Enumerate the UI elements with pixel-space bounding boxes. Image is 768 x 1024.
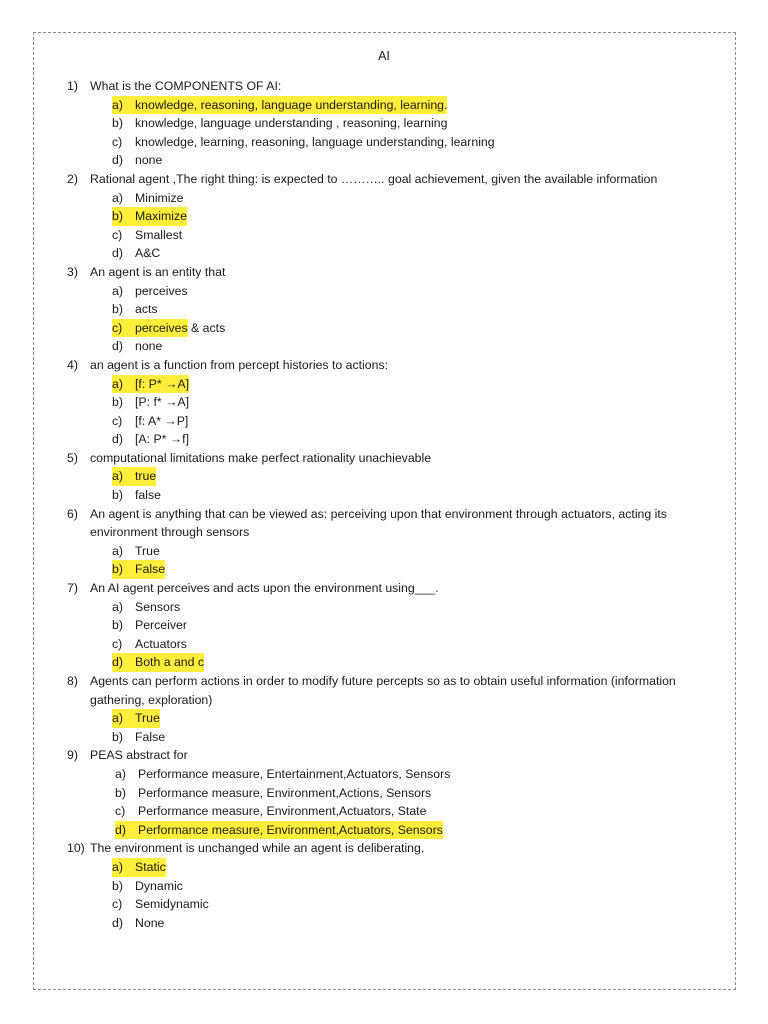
question-3	[67, 263, 717, 356]
answer-option	[67, 114, 717, 133]
option-letter: d)	[112, 246, 123, 261]
option-text: True	[135, 711, 160, 726]
option-text: Sensors	[135, 599, 181, 614]
question-2	[67, 170, 717, 263]
answer-option	[67, 914, 717, 933]
option-letter: b)	[112, 209, 123, 224]
option-letter: c)	[112, 227, 123, 242]
option-letter: a)	[112, 97, 123, 112]
answer-option	[67, 486, 717, 505]
option-letter: a)	[112, 543, 123, 558]
option-text: acts	[135, 302, 158, 317]
option-text: [f: P* →A]	[135, 376, 189, 391]
answer-option	[67, 282, 717, 301]
question-text: Agents can perform actions in order to modify future percepts so as to obtain useful information (information gathering, exploration)	[90, 674, 676, 707]
question-text: An agent is an entity that	[90, 264, 226, 279]
option-letter: b)	[112, 116, 123, 131]
answer-option	[67, 542, 717, 561]
answer-option	[67, 96, 717, 115]
option-text: none	[135, 339, 163, 354]
question-line	[67, 449, 717, 468]
option-text: Semidynamic	[135, 897, 209, 912]
answer-option	[67, 821, 717, 840]
answer-option	[67, 319, 717, 338]
option-letter: a)	[112, 283, 123, 298]
option-text: knowledge, language understanding , reasoning, learning	[135, 116, 448, 131]
option-text: [A: P* →f]	[135, 432, 189, 447]
answer-option	[67, 226, 717, 245]
option-letter: a)	[112, 190, 123, 205]
option-letter: d)	[115, 822, 126, 837]
option-text: Performance measure, Entertainment,Actuators, Sensors	[138, 766, 451, 781]
option-text: Performance measure, Environment,Actuators, State	[138, 804, 427, 819]
question-text: What is the COMPONENTS OF AI:	[90, 79, 282, 93]
option-letter: c)	[112, 636, 123, 651]
question-number: 8)	[67, 674, 78, 688]
question-text: computational limitations make perfect rationality unachievable	[90, 450, 432, 465]
answer-option	[67, 784, 717, 803]
question-9	[67, 746, 717, 839]
answer-option	[67, 337, 717, 356]
option-letter: d)	[112, 655, 123, 670]
question-6	[67, 505, 717, 579]
option-letter: b)	[112, 729, 123, 744]
answer-option	[67, 430, 717, 449]
question-number: 10)	[67, 841, 85, 856]
option-letter: c)	[112, 134, 123, 149]
option-text: Performance measure, Environment,Actuators, Sensors	[138, 822, 443, 837]
option-text: True	[135, 543, 160, 558]
question-number: 6)	[67, 506, 78, 521]
option-text: Minimize	[135, 190, 184, 205]
question-5	[67, 449, 717, 505]
answer-option	[67, 616, 717, 635]
option-text: Dynamic	[135, 878, 183, 893]
question-number: 9)	[67, 748, 78, 763]
question-text: An agent is anything that can be viewed as: perceiving upon that environment through actuators, acting its environment through sensors	[90, 506, 667, 540]
option-text: Performance measure, Environment,Actions, Sensors	[138, 785, 432, 800]
question-line	[67, 839, 717, 858]
answer-option	[67, 467, 717, 486]
option-letter: a)	[115, 766, 126, 781]
answer-option	[67, 598, 717, 617]
option-letter: a)	[112, 859, 123, 874]
option-letter: d)	[112, 153, 123, 168]
option-letter: b)	[112, 395, 123, 410]
answer-option	[67, 244, 717, 263]
question-line	[67, 579, 717, 598]
option-letter: b)	[115, 785, 126, 800]
answer-option	[67, 858, 717, 877]
option-letter: c)	[112, 897, 123, 912]
option-text: None	[135, 915, 165, 930]
option-text: Both a and c	[135, 655, 205, 670]
answer-option	[67, 728, 717, 747]
option-letter: c)	[112, 320, 123, 335]
option-letter: c)	[115, 804, 126, 819]
question-1	[67, 77, 717, 170]
option-text: Maximize	[135, 209, 187, 224]
answer-option	[67, 133, 717, 152]
answer-option	[67, 877, 717, 896]
answer-option	[67, 560, 717, 579]
answer-option	[67, 375, 717, 394]
answer-option	[67, 300, 717, 319]
answer-option	[67, 765, 717, 784]
option-text: knowledge, learning, reasoning, language understanding, learning	[135, 134, 495, 149]
option-text: perceives	[135, 320, 188, 335]
option-letter: d)	[112, 915, 123, 930]
option-text: [P: f* →A]	[135, 395, 189, 410]
option-letter: b)	[112, 488, 123, 503]
option-letter: a)	[112, 599, 123, 614]
question-list	[67, 77, 717, 932]
answer-option	[67, 709, 717, 728]
option-letter: a)	[112, 376, 123, 391]
option-text: false	[135, 488, 161, 503]
option-text: A&C	[135, 246, 161, 261]
answer-option	[67, 393, 717, 412]
question-text: An AI agent perceives and acts upon the environment using___.	[90, 581, 439, 596]
answer-option	[67, 189, 717, 208]
option-letter: b)	[112, 562, 123, 577]
option-text-tail: & acts	[187, 320, 226, 335]
answer-option	[67, 802, 717, 821]
question-line	[67, 77, 717, 96]
option-text: False	[135, 729, 166, 744]
answer-option	[67, 412, 717, 431]
question-number: 2)	[67, 171, 78, 186]
question-text: PEAS abstract for	[90, 748, 188, 763]
option-text: knowledge, reasoning, language understanding, learning.	[135, 97, 448, 112]
question-line	[67, 746, 717, 765]
question-10	[67, 839, 717, 932]
option-text: none	[135, 153, 163, 168]
question-text: an agent is a function from percept histories to actions:	[90, 357, 389, 372]
option-text: False	[135, 562, 166, 577]
answer-option	[67, 653, 717, 672]
answer-option	[67, 635, 717, 654]
question-7	[67, 579, 717, 672]
question-8	[67, 672, 717, 746]
question-number: 3)	[67, 264, 78, 279]
option-letter: a)	[112, 711, 123, 726]
option-text: [f: A* →P]	[135, 413, 189, 428]
question-number: 7)	[67, 581, 78, 596]
option-letter: c)	[112, 413, 123, 428]
option-text: perceives	[135, 283, 188, 298]
page-title: AI	[378, 49, 390, 63]
question-number: 1)	[67, 79, 78, 93]
question-line	[67, 672, 717, 709]
option-text: Smallest	[135, 227, 183, 242]
option-letter: b)	[112, 618, 123, 633]
question-4	[67, 356, 717, 449]
option-text: Perceiver	[135, 618, 187, 633]
answer-option	[67, 151, 717, 170]
question-number: 4)	[67, 357, 78, 372]
option-letter: b)	[112, 878, 123, 893]
question-line	[67, 170, 717, 189]
question-text: Rational agent ,The right thing: is expected to ……….. goal achievement, given the available information	[90, 171, 658, 186]
question-text: The environment is unchanged while an agent is deliberating.	[90, 841, 425, 856]
option-letter: d)	[112, 339, 123, 354]
question-line	[67, 505, 717, 542]
answer-option	[67, 207, 717, 226]
option-text: Static	[135, 859, 166, 874]
question-number: 5)	[67, 450, 78, 465]
option-text: true	[135, 469, 157, 484]
option-letter: d)	[112, 432, 123, 447]
option-text: Actuators	[135, 636, 187, 651]
question-line	[67, 263, 717, 282]
answer-option	[67, 895, 717, 914]
option-letter: a)	[112, 469, 123, 484]
option-letter: b)	[112, 302, 123, 317]
question-line	[67, 356, 717, 375]
